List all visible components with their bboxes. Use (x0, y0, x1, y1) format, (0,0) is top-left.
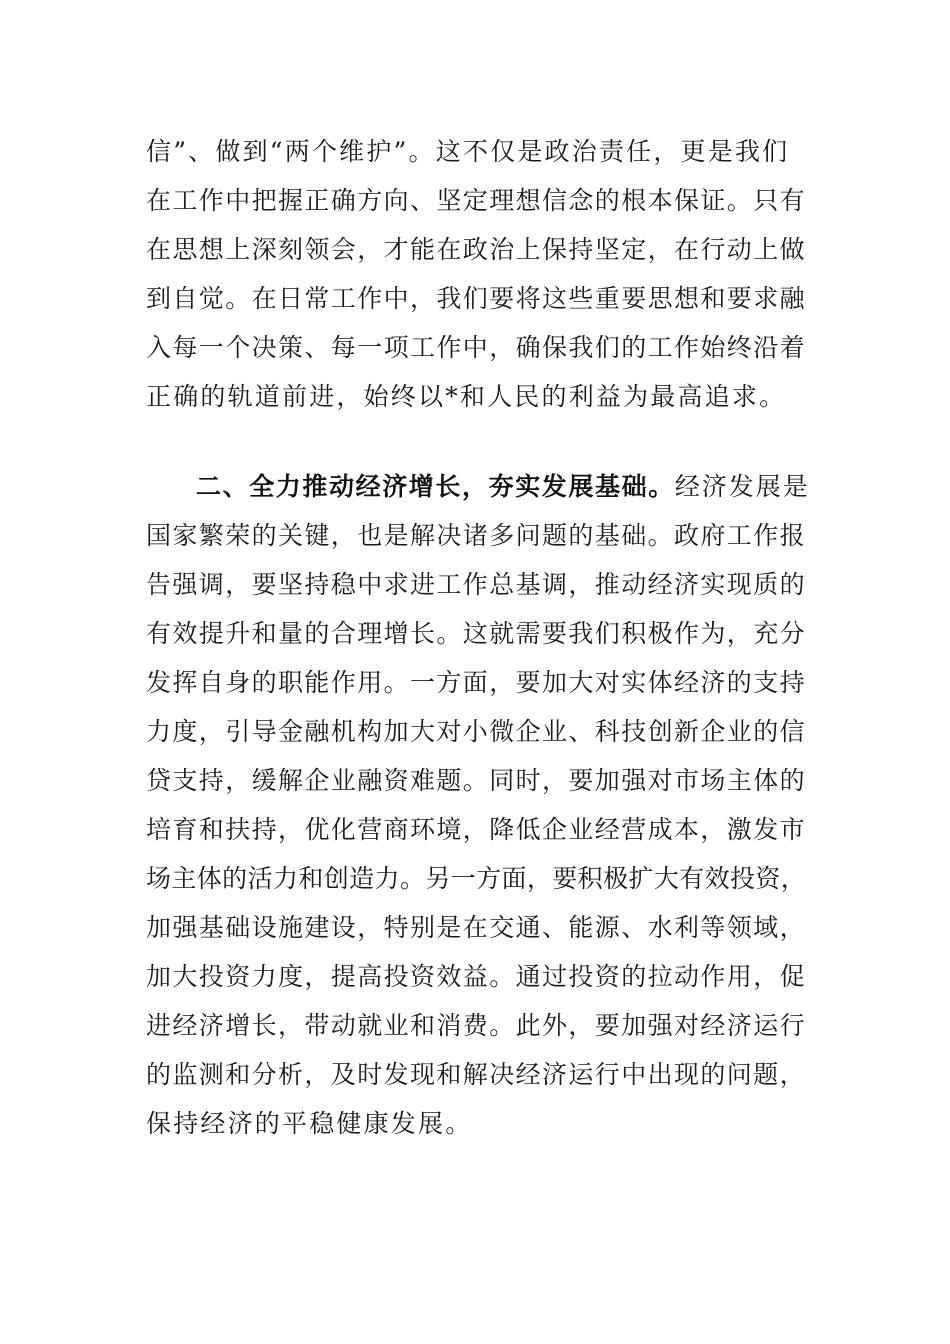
paragraph-line: 有效提升和量的合理增长。这就需要我们积极作为，充分 (146, 619, 807, 648)
paragraph-line: 告强调，要坚持稳中求进工作总基调，推动经济实现质的 (146, 570, 807, 599)
paragraph-line: 的监测和分析，及时发现和解决经济运行中出现的问题， (146, 1060, 807, 1089)
paragraph-line: 进经济增长，带动就业和消费。此外，要加强对经济运行 (146, 1011, 807, 1040)
paragraph-line: 入每一个决策、每一项工作中，确保我们的工作始终沿着 (146, 333, 807, 362)
paragraph-line: 发挥自身的职能作用。一方面，要加大对实体经济的支持 (146, 668, 807, 697)
section-lead-text: 经济发展是 (674, 472, 810, 501)
paragraph-line: 场主体的活力和创造力。另一方面，要积极扩大有效投资， (146, 864, 807, 893)
paragraph-line: 在思想上深刻领会，才能在政治上保持坚定，在行动上做 (146, 235, 807, 264)
section-first-line (196, 472, 810, 502)
paragraph-line: 到自觉。在日常工作中，我们要将这些重要思想和要求融 (146, 284, 807, 313)
paragraph-line: 在工作中把握正确方向、坚定理想信念的根本保证。只有 (146, 186, 807, 215)
paragraph-line: 力度，引导金融机构加大对小微企业、科技创新企业的信 (146, 717, 807, 746)
paragraph-line: 加大投资力度，提高投资效益。通过投资的拉动作用，促 (146, 962, 807, 991)
paragraph-line: 保持经济的平稳健康发展。 (146, 1109, 473, 1138)
paragraph-line: 国家繁荣的关键，也是解决诸多问题的基础。政府工作报 (146, 521, 807, 550)
paragraph-line: 培育和扶持，优化营商环境，降低企业经营成本，激发市 (146, 815, 807, 844)
section-heading: 二、全力推动经济增长，夯实发展基础。 (196, 472, 675, 501)
paragraph-line: 加强基础设施建设，特别是在交通、能源、水利等领域， (146, 913, 807, 942)
paragraph-line: 正确的轨道前进，始终以*和人民的利益为最高追求。 (146, 382, 787, 411)
paragraph-line: 信”、做到“两个维护”。这不仅是政治责任，更是我们 (146, 137, 790, 166)
paragraph-line: 贷支持，缓解企业融资难题。同时，要加强对市场主体的 (146, 766, 807, 795)
